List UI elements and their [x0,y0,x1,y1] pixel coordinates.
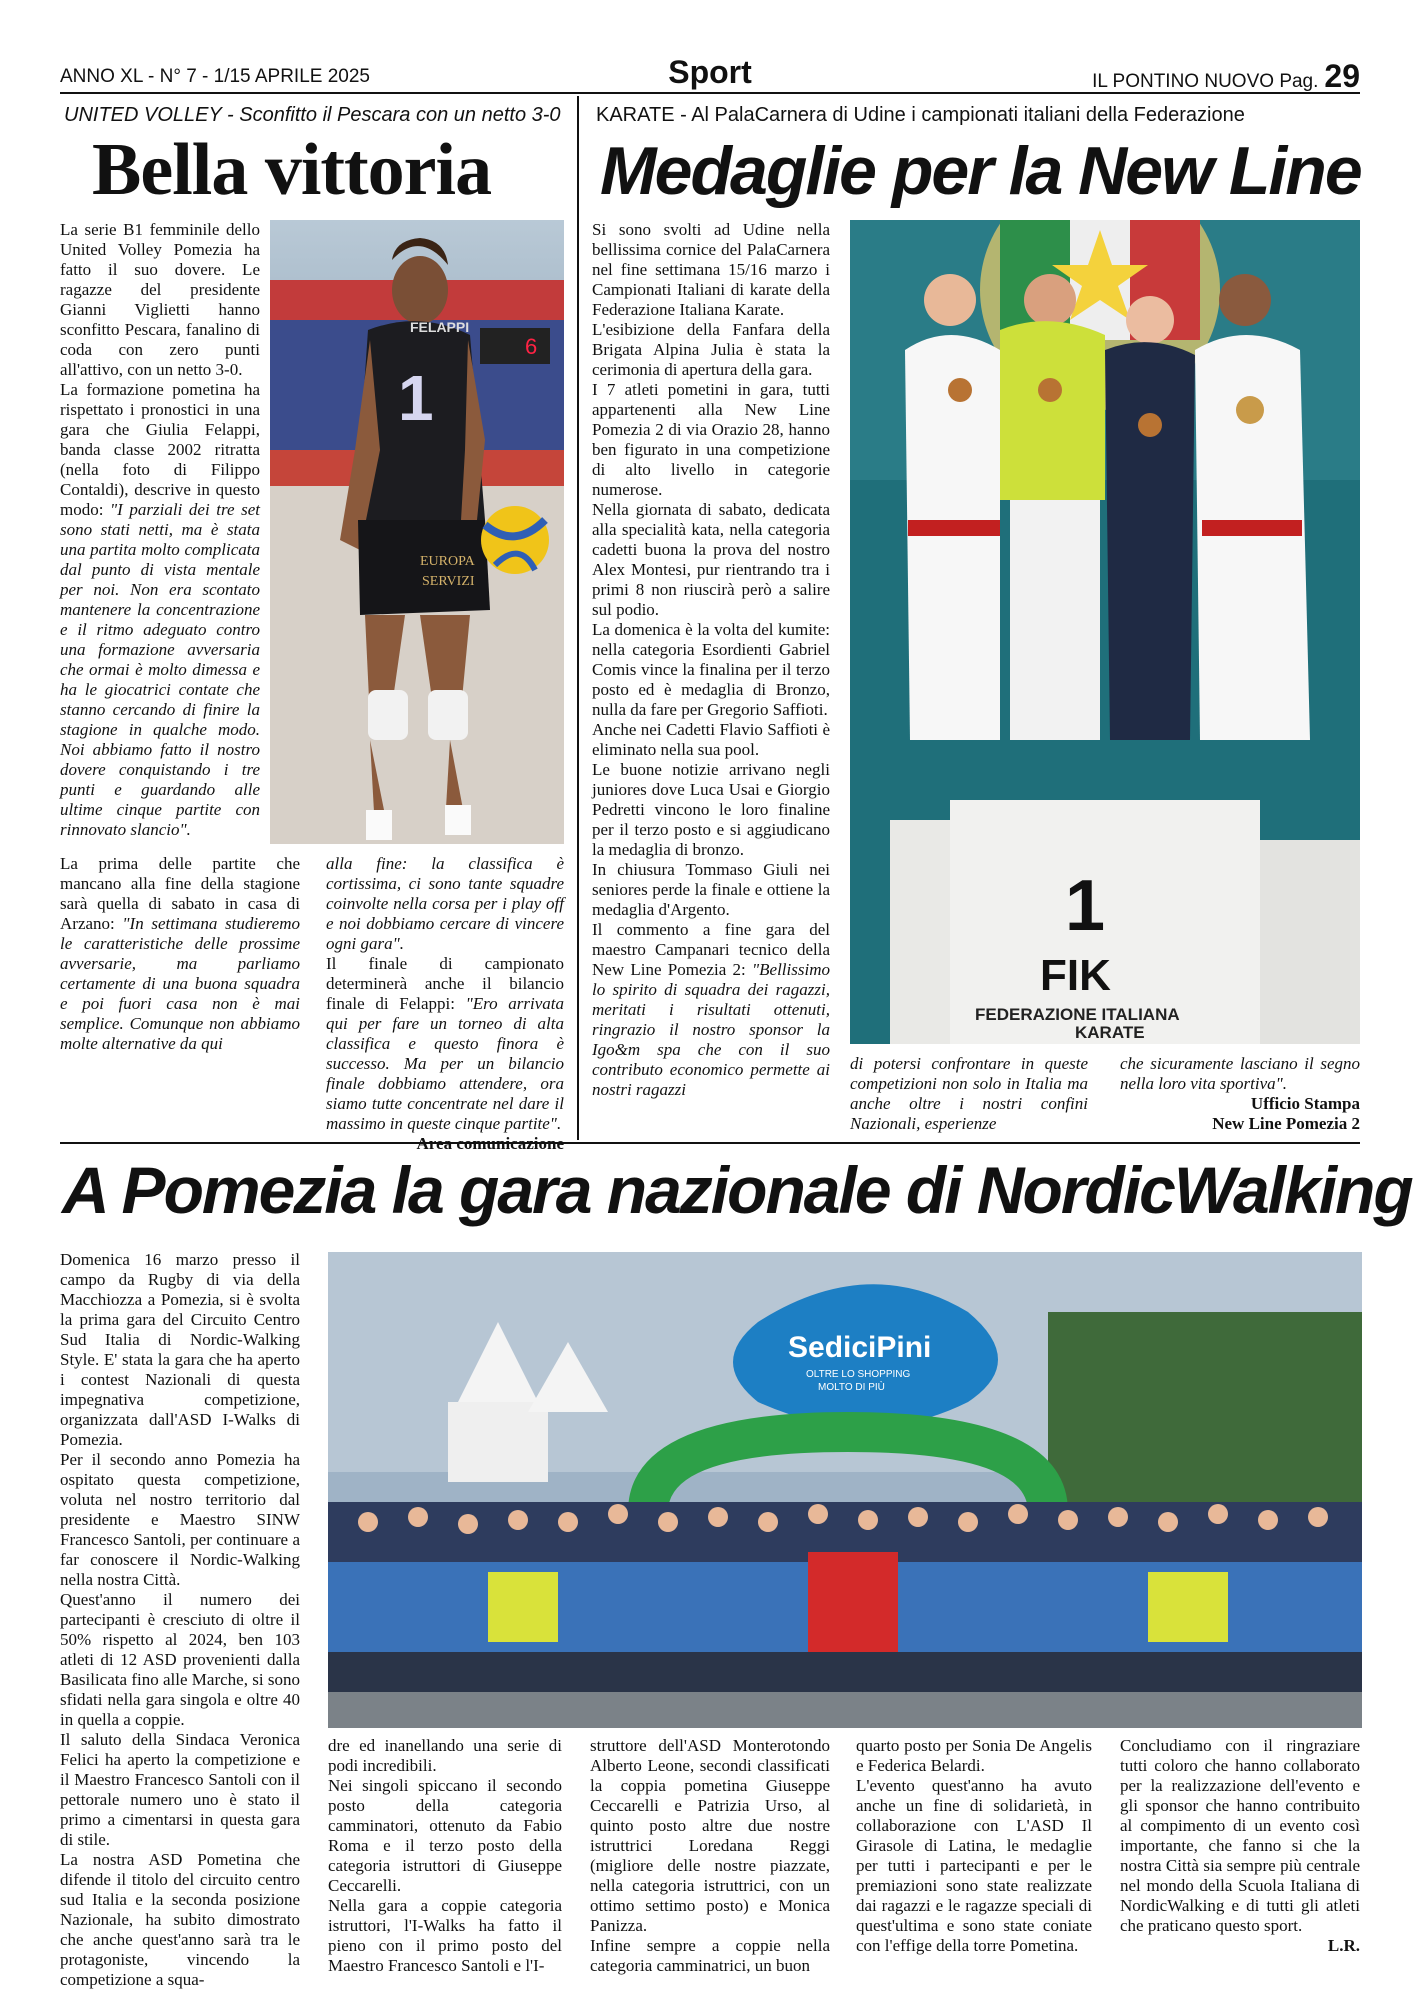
karate-photo [850,220,1360,1044]
volley-quote: "In settimana studieremo le caratteristiche delle prossime avversarie, ma parliamo certamente di una buona squadra e poi fuori casa non è mai semplice. Comunque non abbiamo molte alternative da qui [60,914,300,1053]
karate-column-3 [1120,1054,1360,1134]
volley-paragraph [326,954,564,1134]
volley-text: Il finale di campionato determinerà anche il bilancio finale di Felappi: [326,954,564,1013]
volley-paragraph [60,380,260,840]
column-divider [577,96,579,1140]
nordic-paragraph: Nella gara a coppie categoria istruttori, l'I-Walks ha fatto il pieno con il primo posto del Maestro Francesco Santoli e l'I- [328,1896,562,1975]
jersey-number: 1 [398,362,434,434]
nordic-signature: L.R. [1327,1936,1360,1955]
page-number: 29 [1324,58,1360,94]
volley-title: Bella vittoria [92,129,492,211]
karate-column-2 [850,1054,1088,1134]
nordic-paragraph: Domenica 16 marzo presso il campo da Rugby di via della Macchiozza a Pomezia, si è svolta la prima gara del Circuito Centro Sud Italia di Nordic-Walking Style. E' stata la gara che ha aperto i contest Nazionali di questa impegnativa competizione, organizzata dall'ASD I-Walks di Pomezia. [60,1250,300,1449]
karate-title: Medaglie per la New Line [600,133,1361,209]
volley-column-1b [60,854,300,1054]
nordic-column-4 [856,1736,1092,1956]
karate-quote: "Bellissimo lo spirito di squadra dei ragazzi, meritati i risultati ottenuti, ringrazio il nostro sponsor la Igo&m spa che con il suo contributo economico permette ai nostri ragazzi [592,960,830,1099]
nordic-paragraph: quarto posto per Sonia De Angelis e Federica Belardi. [856,1736,1092,1775]
karate-paragraph [592,920,830,1100]
podium-number: 1 [1065,866,1106,946]
shorts-text-2: SERVIZI [422,574,475,589]
karate-paragraph: I 7 atleti pometini in gara, tutti appartenenti alla New Line Pomezia 2 di via Orazio 28, hanno ben figurato in una competizione di alto livello in categorie numerose. [592,380,830,499]
nordic-paragraph: La nostra ASD Pometina che difende il titolo del circuito centro sud Italia e la seconda posizione Nazionale, ha subito dimostrato che anche quest'anno sarà tra le protagoniste, vincendo la competizione a squa- [60,1850,300,1989]
podium-text-1: FEDERAZIONE ITALIANA [975,1005,1180,1024]
karate-paragraph: Anche nei Cadetti Flavio Saffioti è eliminato nella sua pool. [592,720,830,759]
volley-kicker: UNITED VOLLEY - Sconfitto il Pescara con un netto 3-0 [64,104,561,126]
nordic-paragraph: Il saluto della Sindaca Veronica Felici ha aperto la competizione e il Maestro Francesco Santoli con il pettorale numero uno è stato il primo a cimentarsi in questa gara di stile. [60,1730,300,1849]
nordic-paragraph: dre ed inanellando una serie di podi incredibili. [328,1736,562,1775]
shorts-text-1: EUROPA [420,554,475,569]
nordic-column-5 [1120,1736,1360,1956]
page-info [1092,58,1360,95]
balloon-tagline-2: MOLTO DI PIÙ [818,1382,885,1393]
karate-paragraph: In chiusura Tommaso Giuli nei seniores perde la finale e ottiene la medaglia d'Argento. [592,860,830,919]
karate-paragraph: Nella giornata di sabato, dedicata alla specialità kata, nella categoria cadetti buona la prova del nostro Alex Montesi, pur rientrando tra i primi 8 non riuscirà però a salire sul podio. [592,500,830,619]
balloon-brand: SediciPini [788,1331,932,1364]
svg-text:6: 6 [525,334,538,359]
karate-paragraph: Le buone notizie arrivano negli juniores dove Luca Usai e Giorgio Pedretti vincono le loro finaline per il terzo posto e si aggiudicano la medaglia di bronzo. [592,760,830,859]
karate-paragraph: L'esibizione della Fanfara della Brigata Alpina Julia è stata la cerimonia di apertura della gara. [592,320,830,379]
balloon-tagline-1: OLTRE LO SHOPPING [806,1369,911,1380]
karate-kicker: KARATE - Al PalaCarnera di Udine i campionati italiani della Federazione [596,104,1245,126]
volley-quote: alla fine: la classifica è cortissima, ci sono tante squadre coinvolte nella corsa per i play off e noi dobbiamo cercare di vincere ogni gara". [326,854,564,953]
jersey-name: FELAPPI [410,319,470,335]
podium-text-2: KARATE [1075,1023,1145,1042]
nordic-paragraph: Concludiamo con il ringraziare tutti coloro che hanno collaborato per la realizzazione dell'evento e gli sponsor che hanno contribuito al compimento di un evento così importante, che fanno si che la nostra Città sia sempre più centrale nel mondo della Scuola Italiana di NordicWalking e di tutti gli atleti che praticano questo sport. [1120,1736,1360,1935]
nordic-paragraph: Nei singoli spiccano il secondo posto della categoria camminatori, ottenuto da Fabio Roma e il terzo posto della categoria istruttori di Giuseppe Ceccarelli. [328,1776,562,1895]
section-title: Sport [668,54,752,90]
karate-paragraph: La domenica è la volta del kumite: nella categoria Esordienti Gabriel Comis vince la finalina per il terzo posto ed è medaglia di Bronzo, nulla da fare per Gregorio Saffioti. [592,620,830,719]
podium-logo: FIK [1040,951,1111,1000]
karate-quote: che sicuramente lasciano il segno nella loro vita sportiva". [1120,1054,1360,1093]
nordic-paragraph: struttore dell'ASD Monterotondo Alberto Leone, secondi classificati la coppia pometina Giuseppe Ceccarelli e Patrizia Urso, al quinto posto altre due nostre istruttrici Loredana Reggi (migliore delle nostre piazzate, nella categoria istruttrici, con un ottimo settimo posto) e Monica Panizza. [590,1736,830,1935]
karate-signature-1: Ufficio Stampa [1250,1094,1360,1113]
volley-paragraph: La serie B1 femminile dello United Volley Pomezia ha fatto il suo dovere. Le ragazze del presidente Gianni Viglietti hanno sconfitto Pescara, fanalino di coda con zero punti all'attivo, con un netto 3-0. [60,220,260,379]
volley-column-2 [326,854,564,1154]
nordic-column-1 [60,1250,300,1990]
section-rule [60,1142,1360,1144]
karate-column-1 [592,220,830,1100]
volley-signature: Area comunicazione [416,1134,564,1153]
volley-photo [270,220,564,844]
header-rule [60,92,1360,94]
volley-quote: "I parziali dei tre set sono stati netti, ma è stata una partita molto complicata dal punto di vista mentale per noi. Non era scontato mantenere la concentrazione e il ritmo adeguato contro una formazione avversaria che ormai è molto dimessa e ha le giocatrici contate che stanno cercando di finire la stagione in qualche modo. Noi abbiamo fatto il nostro dovere conquistando i tre punti e guardando alle ultime cinque partite con rinnovato slancio". [60,500,261,839]
paper-name: IL PONTINO NUOVO Pag. [1092,71,1319,92]
nordic-paragraph: Quest'anno il numero dei partecipanti è cresciuto di oltre il 50% rispetto al 2024, ben 103 atleti di 12 ASD provenienti dalla Basilicata fino alle Marche, si sono sfidati nella gara singola e oltre 40 in quella a coppie. [60,1590,300,1729]
nordic-column-3 [590,1736,830,1976]
volley-paragraph [60,854,300,1054]
issue-info: ANNO XL - N° 7 - 1/15 APRILE 2025 [60,66,370,87]
nordic-title: A Pomezia la gara nazionale di NordicWalking [62,1153,1412,1227]
volley-quote: "Ero arrivata qui per fare un torneo di alta classifica e questo finora è successo. Ma per un bilancio finale dobbiamo attendere, ora siamo tutte concentrate nel dare il massimo in queste cinque partite". [326,994,564,1133]
volley-column-1a [60,220,260,840]
nordic-column-2 [328,1736,562,1976]
volley-text: La formazione pometina ha rispettato i pronostici in una gara che Giulia Felappi, banda classe 2002 ritratta (nella foto di Filippo Contaldi), descrive in questo modo: [60,380,260,519]
karate-paragraph: Si sono svolti ad Udine nella bellissima cornice del PalaCarnera nel fine settimana 15/16 marzo i Campionati Italiani di karate della Federazione Italiana Karate. [592,220,830,319]
nordic-photo [328,1252,1362,1728]
nordic-paragraph: Infine sempre a coppie nella categoria camminatrici, un buon [590,1936,830,1975]
karate-signature-2: New Line Pomezia 2 [1212,1114,1360,1133]
karate-text: Il commento a fine gara del maestro Campanari tecnico della New Line Pomezia 2: [592,920,830,979]
karate-quote: di potersi confrontare in queste competizioni non solo in Italia ma anche oltre i nostri confini Nazionali, esperienze [850,1054,1088,1133]
nordic-paragraph: Per il secondo anno Pomezia ha ospitato questa competizione, voluta nel nostro territorio dal presidente e Maestro SINW Francesco Santoli, per continuare a far conoscere il Nordic-Walking nella nostra Città. [60,1450,300,1589]
volley-text: La prima delle partite che mancano alla fine della stagione sarà quella di sabato in casa di Arzano: [60,854,300,933]
nordic-paragraph: L'evento quest'anno ha avuto anche un fine di solidarietà, in collaborazione con L'ASD Il Girasole di Latina, le medaglie per tutti i partecipanti e per le premiazioni sono state realizzate dai ragazzi e le ragazze speciali di quest'ultima e sono state coniate con l'effige della torre Pometina. [856,1776,1092,1955]
